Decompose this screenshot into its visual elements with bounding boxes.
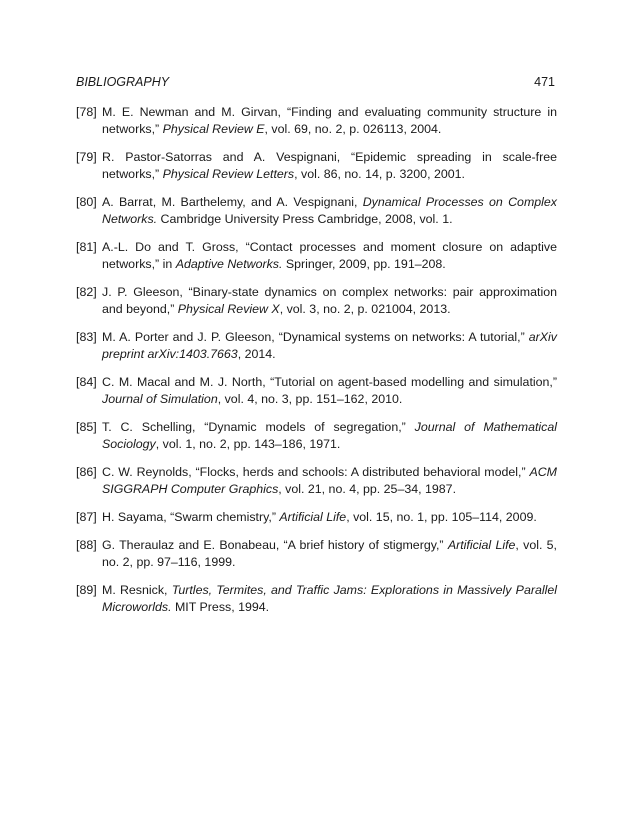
reference-item xyxy=(76,419,557,453)
reference-text xyxy=(102,464,557,498)
reference-segment: A. Barrat, M. Barthelemy, and A. Vespignani, xyxy=(102,195,363,209)
reference-italic-segment: Physical Review Letters xyxy=(162,167,295,181)
reference-item xyxy=(76,149,557,183)
running-head: BIBLIOGRAPHY xyxy=(76,75,170,89)
reference-italic-segment: Turtles, Termites, and Traffic Jams: Explorations in Massively Parallel Microworlds. xyxy=(102,583,557,614)
reference-segment: M. A. Porter and J. P. Gleeson, “Dynamical systems on networks: A tutorial,” xyxy=(102,330,529,344)
page-number: 471 xyxy=(534,75,555,89)
reference-number: [81] xyxy=(76,240,97,254)
reference-text xyxy=(102,537,557,571)
reference-segment: , vol. 15, no. 1, pp. 105–114, 2009. xyxy=(346,510,537,524)
reference-text xyxy=(102,374,557,408)
reference-segment: , vol. 1, no. 2, pp. 143–186, 1971. xyxy=(155,437,341,451)
reference-segment: T. C. Schelling, “Dynamic models of segregation,” xyxy=(102,420,415,434)
reference-segment: M. E. Newman and M. Girvan, “Finding and evaluating community structure in networks,” xyxy=(102,105,557,136)
reference-text xyxy=(102,149,557,183)
reference-segment: J. P. Gleeson, “Binary-state dynamics on complex networks: pair approximation and beyond,” xyxy=(102,285,557,316)
reference-item xyxy=(76,284,557,318)
page-header xyxy=(76,74,555,90)
reference-segment: , vol. 3, no. 2, p. 021004, 2013. xyxy=(279,302,451,316)
reference-item xyxy=(76,509,557,526)
reference-italic-segment: Artificial Life xyxy=(279,510,347,524)
reference-text xyxy=(102,104,557,138)
reference-segment: , vol. 69, no. 2, p. 026113, 2004. xyxy=(264,122,442,136)
reference-list xyxy=(76,104,557,627)
reference-segment: M. Resnick, xyxy=(102,583,172,597)
reference-number: [80] xyxy=(76,195,97,209)
reference-segment: , 2014. xyxy=(237,347,276,361)
reference-number: [88] xyxy=(76,538,97,552)
reference-number: [79] xyxy=(76,150,97,164)
reference-text xyxy=(102,194,557,228)
reference-number: [78] xyxy=(76,105,97,119)
reference-segment: C. M. Macal and M. J. North, “Tutorial on agent-based modelling and simulation,” xyxy=(102,375,557,389)
reference-text xyxy=(102,239,557,273)
reference-segment: H. Sayama, “Swarm chemistry,” xyxy=(102,510,280,524)
reference-number: [85] xyxy=(76,420,97,434)
reference-item xyxy=(76,374,557,408)
reference-segment: R. Pastor-Satorras and A. Vespignani, “Epidemic spreading in scale-free networks,” xyxy=(102,150,557,181)
reference-italic-segment: Artificial Life xyxy=(447,538,516,552)
reference-text xyxy=(102,329,557,363)
reference-italic-segment: Journal of Mathematical Sociology xyxy=(102,420,557,451)
reference-segment: , vol. 21, no. 4, pp. 25–34, 1987. xyxy=(278,482,457,496)
reference-italic-segment: Physical Review X xyxy=(177,302,280,316)
reference-item xyxy=(76,239,557,273)
reference-italic-segment: Physical Review E xyxy=(162,122,265,136)
reference-italic-segment: Dynamical Processes on Complex Networks. xyxy=(102,195,557,226)
reference-number: [82] xyxy=(76,285,97,299)
reference-segment: A.-L. Do and T. Gross, “Contact processes and moment closure on adaptive networks,” in xyxy=(102,240,557,271)
reference-number: [84] xyxy=(76,375,97,389)
reference-italic-segment: ACM SIGGRAPH Computer Graphics xyxy=(102,465,557,496)
reference-segment: , vol. 4, no. 3, pp. 151–162, 2010. xyxy=(217,392,403,406)
reference-item xyxy=(76,582,557,616)
reference-italic-segment: Journal of Simulation xyxy=(102,392,218,406)
reference-segment: Springer, 2009, pp. 191–208. xyxy=(282,257,446,271)
reference-item xyxy=(76,329,557,363)
reference-number: [83] xyxy=(76,330,97,344)
reference-number: [89] xyxy=(76,583,97,597)
reference-item xyxy=(76,104,557,138)
reference-text xyxy=(102,582,557,616)
reference-item xyxy=(76,537,557,571)
reference-text xyxy=(102,419,557,453)
reference-text xyxy=(102,509,557,526)
reference-italic-segment: Adaptive Networks. xyxy=(175,257,283,271)
reference-item xyxy=(76,464,557,498)
reference-segment: , vol. 5, no. 2, pp. 97–116, 1999. xyxy=(102,538,557,569)
reference-item xyxy=(76,194,557,228)
reference-text xyxy=(102,284,557,318)
reference-segment: Cambridge University Press Cambridge, 2008, vol. 1. xyxy=(157,212,453,226)
reference-number: [87] xyxy=(76,510,97,524)
reference-number: [86] xyxy=(76,465,97,479)
reference-segment: MIT Press, 1994. xyxy=(171,600,270,614)
reference-segment: C. W. Reynolds, “Flocks, herds and schools: A distributed behavioral model,” xyxy=(102,465,530,479)
reference-segment: , vol. 86, no. 14, p. 3200, 2001. xyxy=(294,167,465,181)
reference-segment: G. Theraulaz and E. Bonabeau, “A brief history of stigmergy,” xyxy=(102,538,448,552)
reference-italic-segment: arXiv preprint arXiv:1403.7663 xyxy=(102,330,557,361)
